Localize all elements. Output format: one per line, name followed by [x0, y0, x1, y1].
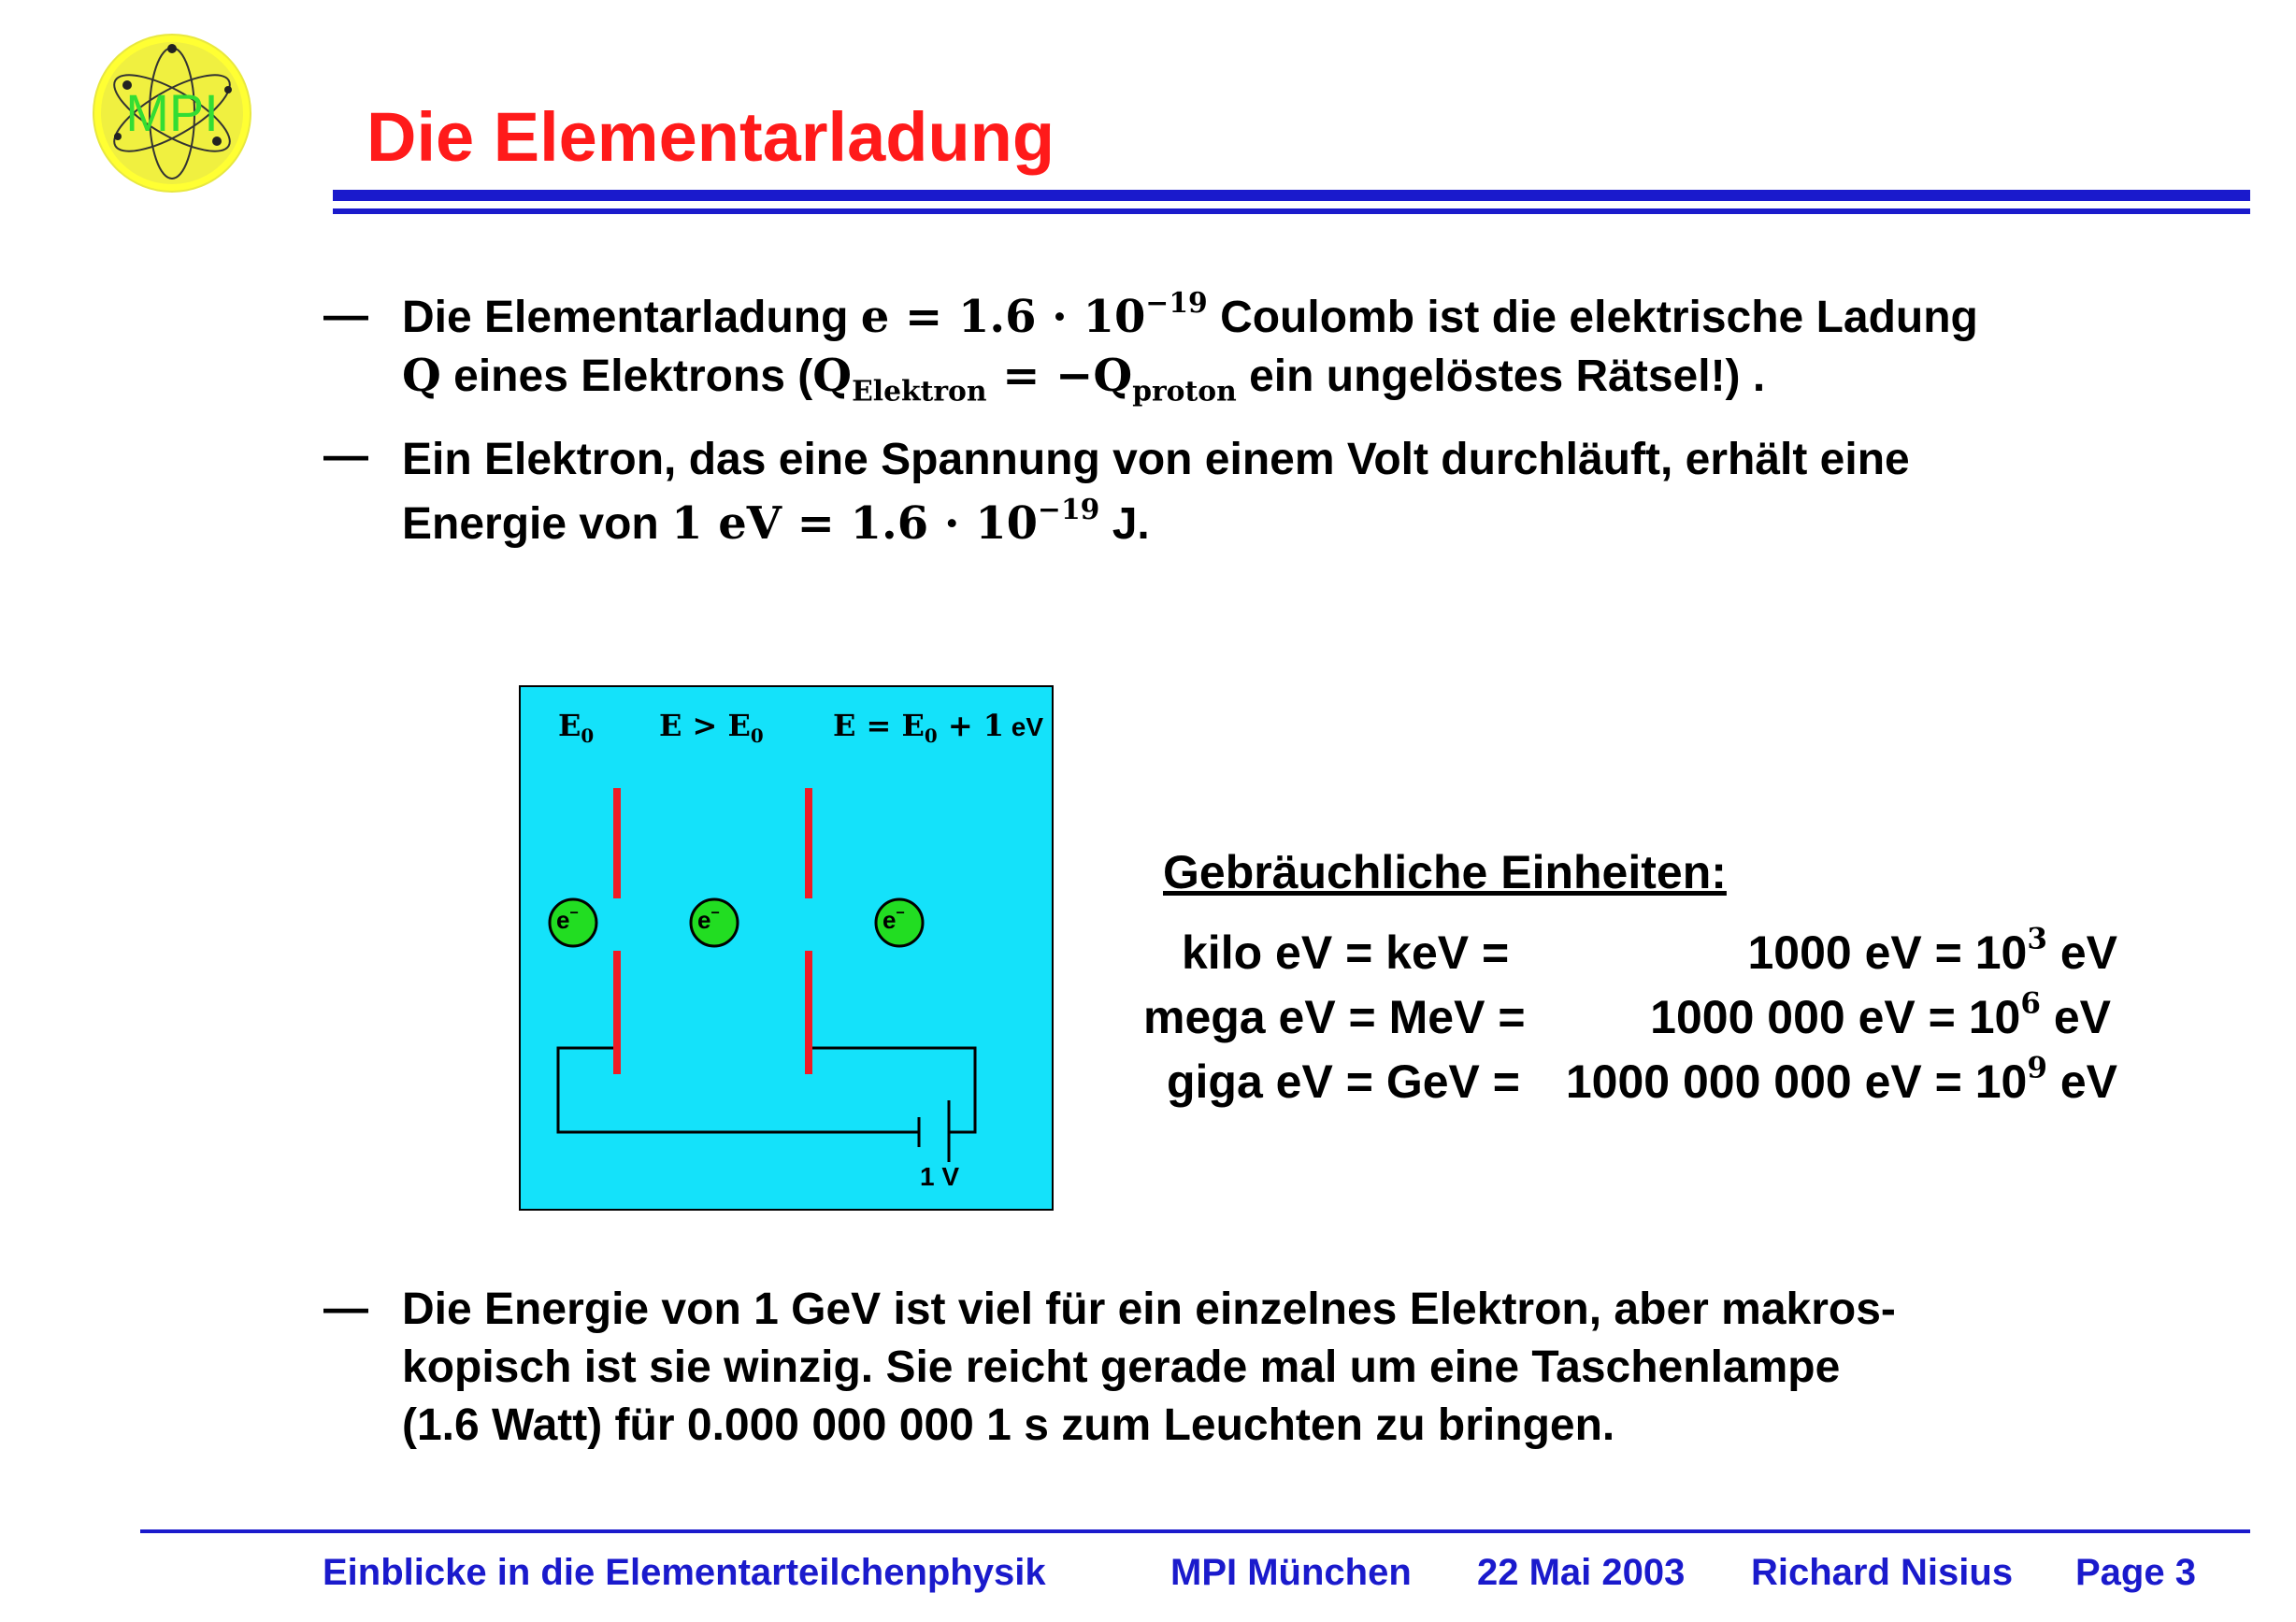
bullet-text	[402, 428, 1910, 556]
math-run: + 1	[937, 708, 1005, 743]
electron-label-1	[556, 906, 579, 935]
unit-ev: eV	[1004, 712, 1044, 741]
bullet-text	[402, 287, 1978, 409]
unit-value: 1000 000 eV = 10	[1650, 991, 2021, 1043]
text-run: Coulomb ist die elektrische Ladung	[1207, 293, 1978, 342]
page-title: Die Elementarladung	[366, 98, 1055, 176]
text-run: eines Elektrons (	[440, 352, 813, 401]
electron-symbol: e	[556, 906, 570, 934]
unit-exponent: 9	[2027, 1051, 2047, 1085]
units-row-kilo-right	[1747, 922, 2117, 980]
battery-label: 1 V	[920, 1162, 960, 1191]
electron-symbol: e	[883, 906, 897, 934]
math-q: Q	[402, 350, 441, 402]
math-subscript: proton	[1132, 375, 1237, 409]
math-run: 1 eV = 1.6 · 10	[671, 497, 1039, 550]
electron-sign: −	[710, 904, 720, 922]
title-rule-thick	[333, 190, 2250, 201]
math-exponent: −19	[1038, 494, 1100, 527]
math-charge	[860, 287, 1208, 343]
footer-course: Einblicke in die Elementarteilchenphysik	[323, 1552, 1046, 1593]
text-run: Ein Elektron, das eine Spannung von einem Volt durchläuft, erhält eine	[402, 435, 1910, 484]
unit-suffix: eV	[2040, 991, 2111, 1043]
label-e0	[558, 708, 595, 747]
math-run: e = 1.6 · 10	[860, 291, 1146, 343]
footer-author: Richard Nisius	[1751, 1552, 2014, 1593]
unit-exponent: 3	[2027, 922, 2047, 956]
unit-value: 1000 000 000 eV = 10	[1565, 1055, 2028, 1108]
units-row-giga-right	[1565, 1051, 2117, 1109]
math-subscript: 0	[750, 724, 764, 747]
mpi-logo	[90, 34, 254, 193]
units-row-mega-right	[1650, 986, 2111, 1044]
footer-page: Page 3	[2075, 1552, 2196, 1593]
math-subscript: 0	[924, 724, 938, 747]
label-e-greater	[659, 708, 764, 747]
diagram-svg	[521, 687, 1052, 1209]
electron-sign: −	[569, 904, 579, 922]
title-rule-thin	[333, 208, 2250, 214]
text-run: ein ungelöstes Rätsel!) .	[1236, 352, 1766, 401]
math-subscript: 0	[581, 724, 595, 747]
math-q-relation	[812, 350, 1237, 409]
logo-text: MPI	[125, 83, 219, 142]
text-run: Die Elementarladung	[402, 293, 861, 342]
electron-label-2	[697, 906, 720, 935]
math-ev	[671, 494, 1100, 550]
wire-right	[812, 1048, 975, 1132]
acceleration-diagram	[519, 685, 1054, 1211]
bullet-dash: —	[323, 291, 368, 340]
footer-date: 22 Mai 2003	[1477, 1552, 1686, 1593]
text-run: (1.6 Watt) für 0.000 000 000 1 s zum Leuchten zu bringen.	[402, 1400, 1615, 1450]
math-run: Q	[812, 350, 853, 402]
math-run: = −Q	[986, 350, 1133, 402]
unit-exponent: 6	[2020, 986, 2041, 1021]
unit-suffix: eV	[2046, 1055, 2117, 1108]
bullet-text	[402, 1281, 1896, 1455]
math-subscript: Elektron	[852, 375, 987, 409]
math-run: E > E	[659, 708, 751, 743]
units-heading: Gebräuchliche Einheiten:	[1163, 846, 1727, 898]
electron-label-3	[883, 906, 905, 935]
bullet-dash: —	[323, 1284, 368, 1333]
units-row-giga-left: giga eV = GeV =	[1167, 1055, 1520, 1108]
electron-symbol: e	[697, 906, 711, 934]
footer-institute: MPI München	[1170, 1552, 1412, 1593]
math-run: E = E	[833, 708, 925, 743]
text-run: Energie von	[402, 499, 672, 549]
text-run: J.	[1099, 499, 1150, 549]
electron-sign: −	[896, 904, 905, 922]
unit-value: 1000 eV = 10	[1747, 926, 2028, 979]
math-run: E	[558, 708, 581, 743]
label-e-plus-1ev	[833, 708, 1044, 747]
footer-rule	[140, 1529, 2250, 1533]
bullet-dash: —	[323, 431, 368, 481]
units-row-mega-left: mega eV = MeV =	[1143, 991, 1526, 1043]
text-run: Die Energie von 1 GeV ist viel für ein einzelnes Elektron, aber makros-	[402, 1285, 1896, 1334]
unit-suffix: eV	[2046, 926, 2117, 979]
math-exponent: −19	[1145, 287, 1208, 321]
wire-left	[558, 1048, 919, 1132]
text-run: kopisch ist sie winzig. Sie reicht gerade mal um eine Taschenlampe	[402, 1342, 1841, 1392]
units-row-kilo-left: kilo eV = keV =	[1182, 926, 1510, 979]
